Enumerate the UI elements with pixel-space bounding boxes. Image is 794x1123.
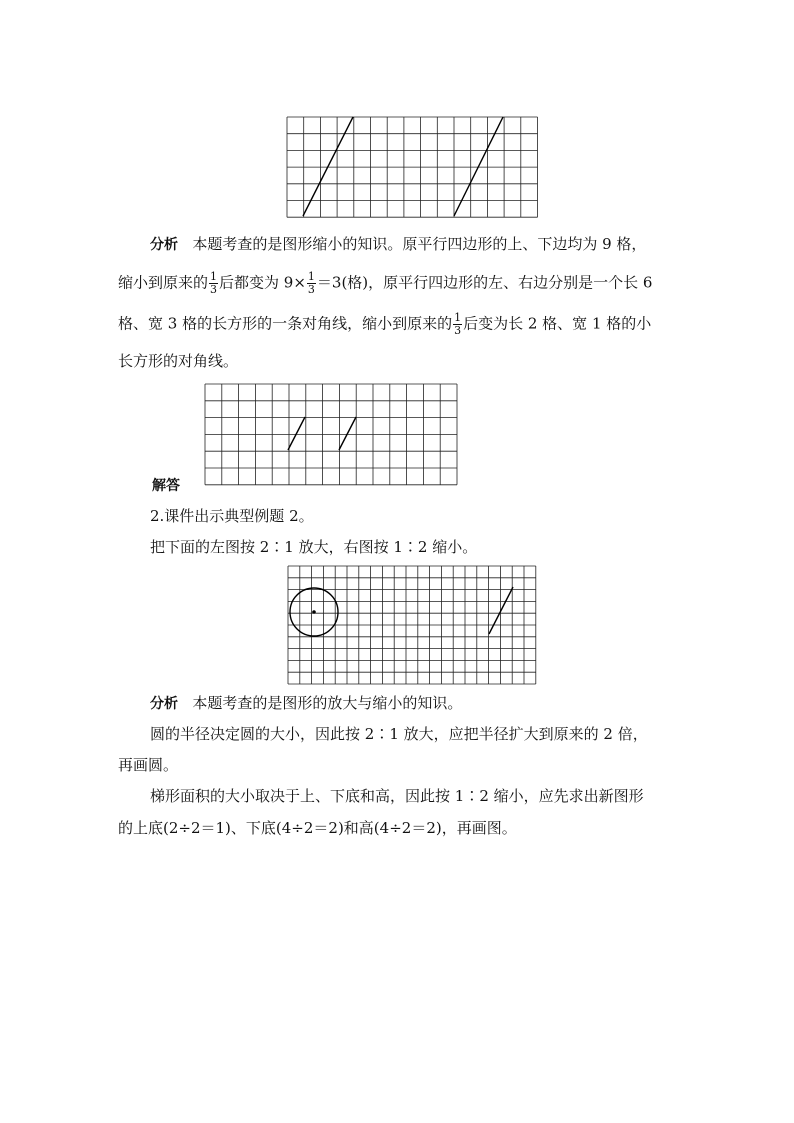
analysis1-line4: 长方形的对角线。: [118, 352, 239, 370]
fraction-one-third: $\frac{1}{3}$: [454, 311, 462, 337]
trapezoid-edge: [489, 587, 513, 634]
analysis-label: 分析: [150, 696, 178, 712]
small-parallelogram-left-edge: [288, 417, 305, 450]
answer-label: 解答: [152, 478, 180, 494]
parallelogram-right-edge: [454, 117, 503, 216]
parallelogram-left-edge: [303, 117, 353, 216]
analysis2-para2b: 的上底(2÷2＝1)、下底(4÷2＝2)和高(4÷2＝2)，再画图。: [118, 819, 517, 837]
analysis2-para1b: 再画圆。: [118, 756, 179, 774]
analysis2-para1a: 圆的半径决定圆的大小，因此按 2∶1 放大，应把半径扩大到原来的 2 倍，: [150, 725, 648, 743]
analysis2-line1: 分析 本题考查的是图形的放大与缩小的知识。: [150, 694, 463, 712]
analysis1-line2: 缩小到原来的 $\frac{1}{3}$ 后都变为 9× $\frac{1}{3}$ ＝3(格)，原平行四边形的左、右边分别是一个长 6: [118, 270, 653, 296]
analysis-label: 分析: [150, 237, 178, 253]
example2-prompt: 把下面的左图按 2∶1 放大，右图按 1∶2 缩小。: [150, 538, 478, 556]
analysis2-para2a: 梯形面积的大小取决于上、下底和高，因此按 1∶2 缩小，应先求出新图形: [150, 787, 644, 805]
circle-center-dot: [312, 610, 316, 614]
grid-figure-answer: [204, 383, 460, 486]
fraction-one-third: $\frac{1}{3}$: [307, 270, 315, 296]
analysis1-line3: 格、宽 3 格的长方形的一条对角线，缩小到原来的 $\frac{1}{3}$ 后变为长 2 格、宽 1 格的小: [118, 311, 652, 337]
grid-figure-example2: [287, 565, 539, 685]
analysis1-line1: 分析 本题考查的是图形缩小的知识。原平行四边形的上、下边均为 9 格，: [150, 235, 647, 253]
grid-figure-original: [286, 116, 540, 218]
fraction-one-third: $\frac{1}{3}$: [210, 270, 218, 296]
example2-title: 2.课件出示典型例题 2。: [150, 507, 314, 525]
small-parallelogram-right-edge: [339, 417, 356, 450]
